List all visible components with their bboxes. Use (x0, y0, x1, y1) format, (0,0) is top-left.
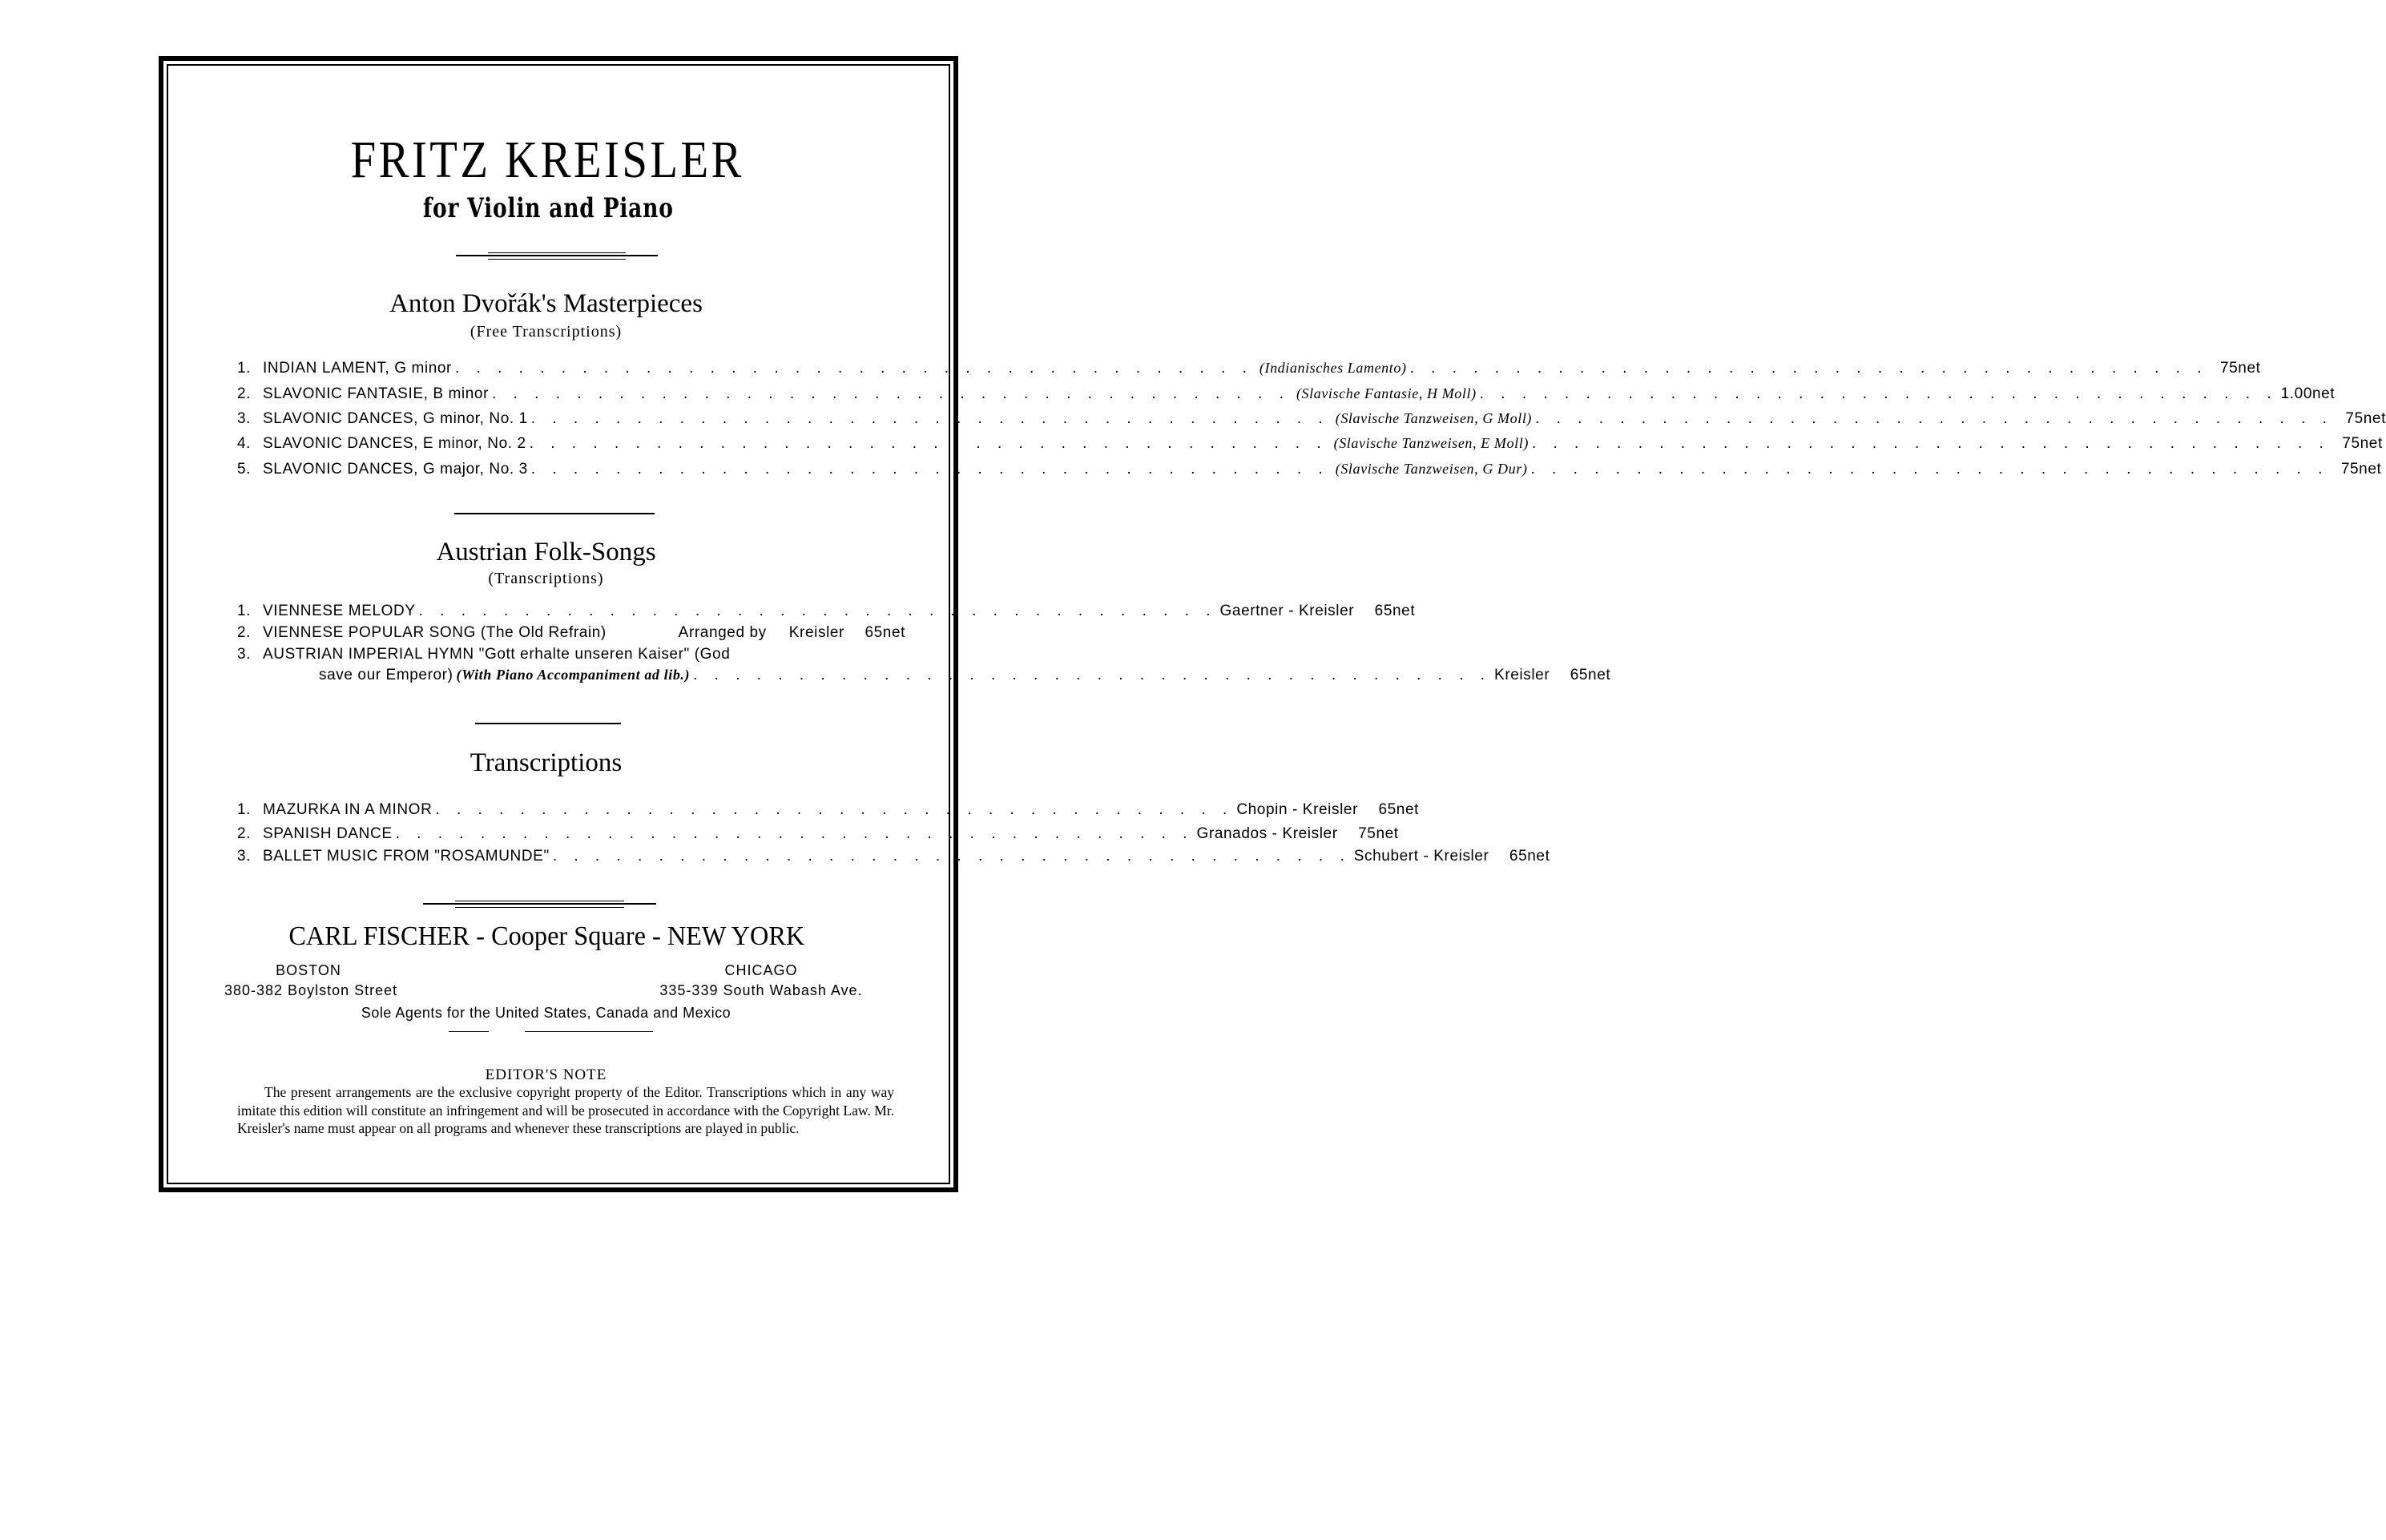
dot-leader: . . . . . . . . . . . . . . . . . . . . . . . . . . . . . . . . . . . . . . (454, 360, 1253, 377)
agents-divider-right (525, 1031, 653, 1032)
item-title: VIENNESE MELODY (263, 603, 416, 619)
branch-city-boston: BOSTON (276, 962, 341, 978)
item-number: 2. (237, 825, 252, 842)
dot-leader: . . . . . . . . . . . . . . . . . . . . . . . . . . . . . . . . . . . . . . (529, 435, 1328, 452)
item-number: 4. (237, 435, 252, 452)
list-item (237, 461, 2382, 482)
item-german-title: (Slavische Fantasie, H Moll) (1296, 385, 1477, 401)
item-number: 3. (237, 646, 252, 663)
publisher-name: CARL FISCHER - Cooper Square - NEW YORK (288, 921, 805, 951)
item-price: 75net (2340, 461, 2382, 478)
list-item (237, 603, 1416, 623)
publisher-agents: Sole Agents for the United States, Canada and Mexico (361, 1005, 732, 1021)
list-item (237, 624, 905, 645)
item-title: AUSTRIAN IMPERIAL HYMN "Gott erhalte unseren Kaiser" (God (263, 646, 731, 663)
item-price: 65net (1374, 603, 1416, 619)
list-item (237, 825, 1399, 846)
item-title: SPANISH DANCE (263, 825, 393, 842)
list-item-continuation (319, 667, 1611, 687)
page-title: FRITZ KREISLER (350, 131, 744, 189)
item-arranger: Gaertner - Kreisler (1219, 603, 1355, 619)
item-number: 3. (237, 410, 252, 427)
item-german-title: (Slavische Tanzweisen, E Moll) (1333, 435, 1529, 451)
item-arranger: Granados - Kreisler (1196, 825, 1338, 842)
dot-leader: . . . . . . . . . . . . . . . . . . . . . . . . . . . . . . . . . . . . . . (418, 603, 1217, 619)
item-price: 65net (1378, 801, 1420, 818)
dot-leader: . . . . . . . . . . . . . . . . . . . . . . . . . . . . . . . . . . . . . . (492, 385, 1290, 402)
branch-address-chicago: 335-339 South Wabash Ave. (659, 982, 863, 998)
item-number: 1. (237, 360, 252, 377)
item-title: VIENNESE POPULAR SONG (The Old Refrain) (263, 624, 607, 641)
item-number: 3. (237, 848, 252, 865)
section-heading-folk-songs: Austrian Folk-Songs (436, 538, 656, 566)
dot-leader: . . . . . . . . . . . . . . . . . . . . . . . . . . . . . . . . . . . . . . (435, 801, 1234, 818)
item-title: MAZURKA IN A MINOR (263, 801, 433, 818)
item-number: 1. (237, 603, 252, 619)
item-arranger: Kreisler (1494, 667, 1550, 683)
list-item (237, 801, 1420, 822)
branch-city-chicago: CHICAGO (724, 962, 798, 978)
item-title-continuation: save our Emperor) (319, 667, 453, 683)
editors-note-heading: EDITOR'S NOTE (485, 1066, 607, 1083)
list-item (237, 410, 2386, 431)
list-item (237, 646, 905, 667)
item-note: (With Piano Accompaniment ad lib.) (456, 667, 691, 683)
item-arranger: Schubert - Kreisler (1353, 848, 1489, 865)
item-price: 75net (2342, 435, 2383, 452)
section-divider (475, 723, 621, 724)
agents-divider-left (449, 1031, 489, 1032)
item-title: SLAVONIC FANTASIE, B minor (263, 385, 490, 402)
dot-leader: . . . . . . . . . . . . . . . . . . . . . . . . . . . . . . . . . . . . . . (530, 461, 1329, 478)
item-number: 2. (237, 624, 252, 641)
item-arranged-by: Arranged by (678, 624, 767, 641)
editors-note-body (237, 1083, 894, 1138)
item-arranger: Chopin - Kreisler (1236, 801, 1359, 818)
item-price: 65net (865, 624, 905, 641)
item-title: SLAVONIC DANCES, G minor, No. 1 (263, 410, 528, 427)
section-heading-dvorak: Anton Dvořák's Masterpieces (389, 289, 703, 318)
section-subheading-dvorak: (Free Transcriptions) (470, 323, 623, 341)
item-german-title: (Indianisches Lamento) (1259, 360, 1407, 376)
item-price: 75net (2219, 360, 2261, 377)
list-item (237, 385, 2336, 406)
item-title: INDIAN LAMENT, G minor (263, 360, 452, 377)
dot-leader: . . . . . . . . . . . . . . . . . . . . . . . . . . . . . . . . . . . . . . (1535, 410, 2333, 427)
dot-leader: . . . . . . . . . . . . . . . . . . . . . . . . . . . . . . . . . . . . . . (1479, 385, 2278, 402)
publisher-divider (423, 903, 656, 905)
list-item (237, 435, 2383, 456)
dot-leader: . . . . . . . . . . . . . . . . . . . . . . . . . . . . . . . . . . . . . . (693, 667, 1492, 683)
section-heading-transcriptions: Transcriptions (470, 748, 623, 777)
item-number: 1. (237, 801, 252, 818)
branch-address-boston: 380-382 Boylston Street (224, 982, 398, 998)
list-item (237, 848, 1550, 869)
item-german-title: (Slavische Tanzweisen, G Dur) (1335, 461, 1528, 477)
item-german-title: (Slavische Tanzweisen, G Moll) (1335, 410, 1533, 426)
dot-leader: . . . . . . . . . . . . . . . . . . . . . . . . . . . . . . . . . . . . . . (1530, 461, 2329, 478)
dot-leader: . . . . . . . . . . . . . . . . . . . . . . . . . . . . . . . . . . . . . . (1531, 435, 2330, 452)
item-number: 2. (237, 385, 252, 402)
header-divider (456, 255, 658, 256)
item-price: 75net (2345, 410, 2386, 427)
list-item (237, 360, 2261, 381)
item-price: 65net (1509, 848, 1550, 865)
section-divider (454, 513, 655, 514)
dot-leader: . . . . . . . . . . . . . . . . . . . . . . . . . . . . . . . . . . . . . . (530, 410, 1329, 427)
item-price: 1.00net (2280, 385, 2336, 402)
dot-leader: . . . . . . . . . . . . . . . . . . . . . . . . . . . . . . . . . . . . . . (1409, 360, 2208, 377)
item-arranger: Kreisler (788, 624, 844, 641)
dot-leader: . . . . . . . . . . . . . . . . . . . . . . . . . . . . . . . . . . . . . . (395, 825, 1194, 842)
editors-note-text: The present arrangements are the exclusive copyright property of the Editor. Transcriptions which in any way imitate this edition will constitute an infringement and will be prosecuted in accordance with the Copyright Law. Mr. Kreisler's name must appear on all programs and whenever these transcriptions are played in public. (237, 1084, 894, 1136)
item-title: SLAVONIC DANCES, E minor, No. 2 (263, 435, 526, 452)
item-title: SLAVONIC DANCES, G major, No. 3 (263, 461, 528, 478)
page-subtitle: for Violin and Piano (422, 192, 674, 224)
section-subheading-folk-songs: (Transcriptions) (488, 570, 604, 587)
dot-leader: . . . . . . . . . . . . . . . . . . . . . . . . . . . . . . . . . . . . . . (552, 848, 1351, 865)
item-price: 75net (1358, 825, 1399, 842)
item-title: BALLET MUSIC FROM "ROSAMUNDE" (263, 848, 550, 865)
item-price: 65net (1570, 667, 1611, 683)
item-number: 5. (237, 461, 252, 478)
